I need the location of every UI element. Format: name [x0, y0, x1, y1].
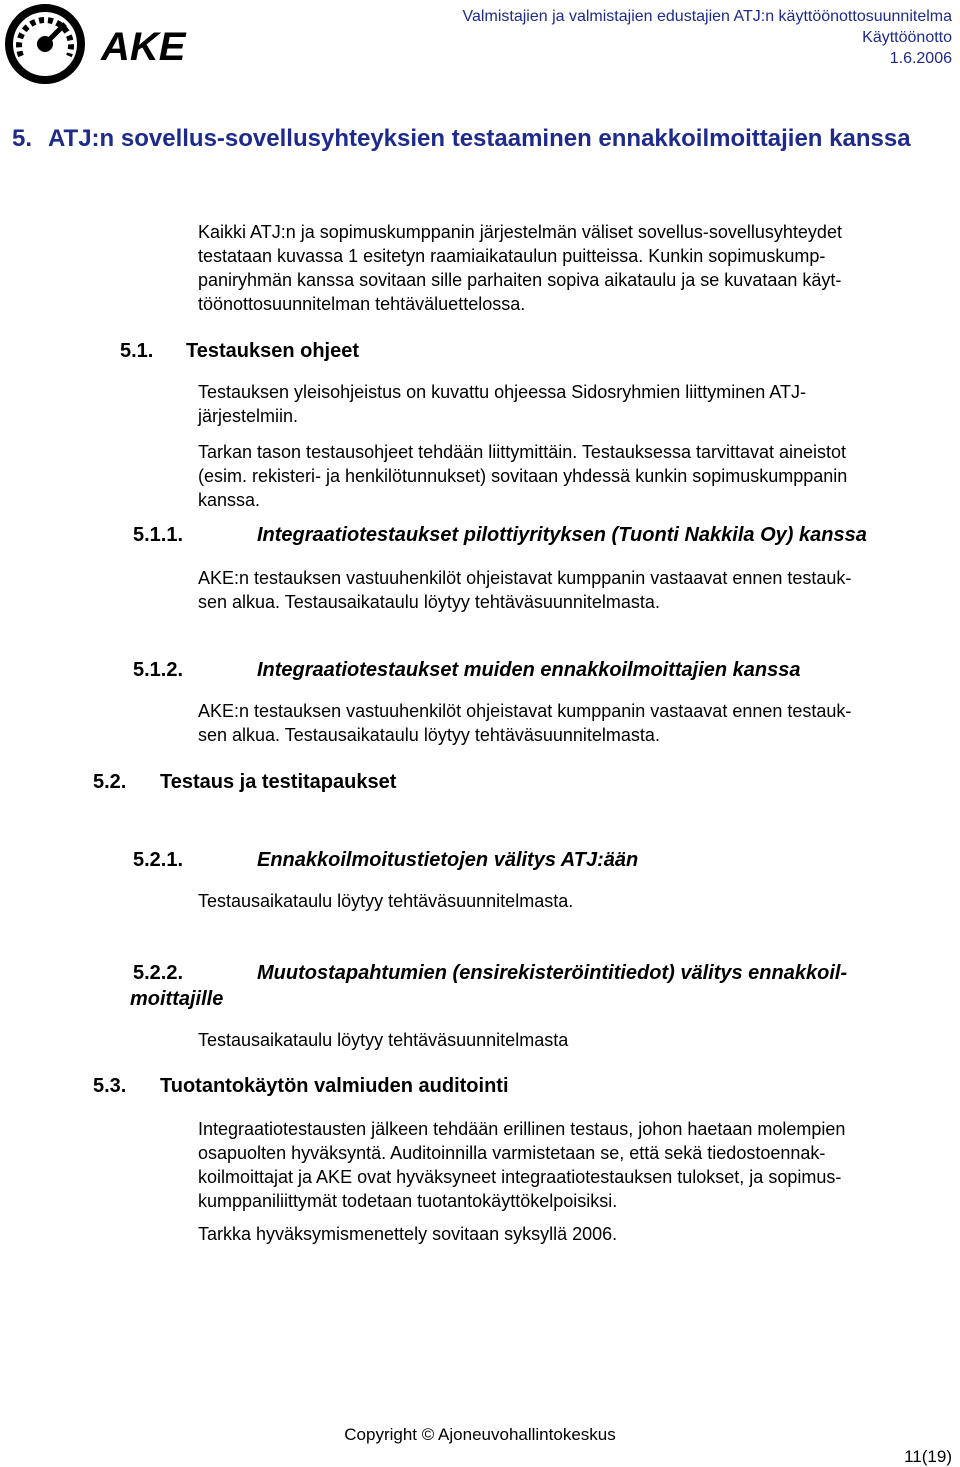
text-line: töönottosuunnitelman tehtäväluettelossa. [198, 294, 526, 314]
text-line: sen alkua. Testausaikataulu löytyy tehtäväsuunnitelmasta. [198, 725, 660, 745]
section-5-2-1-para: Testausaikataulu löytyy tehtäväsuunnitelmasta. [198, 891, 574, 911]
text-line: AKE:n testauksen vastuuhenkilöt ohjeistavat kumppanin vastaavat ennen testauk- [198, 568, 852, 588]
section-5-3-para-2: Tarkka hyväksymismenettely sovitaan syksyllä 2006. [198, 1224, 618, 1244]
text-line: kumppaniliittymät todetaan tuotantokäyttökelpoisiksi. [198, 1191, 618, 1211]
section-5-1-2-title: Integraatiotestaukset muiden ennakkoilmoittajien kanssa [257, 659, 801, 681]
section-5-1-number: 5.1. [120, 340, 154, 362]
text-line: Integraatiotestausten jälkeen tehdään erillinen testaus, johon haetaan molempien [198, 1119, 846, 1139]
section-title: ATJ:n sovellus-sovellusyhteyksien testaaminen ennakkoilmoittajien kanssa [48, 125, 911, 152]
footer-copyright: Copyright © Ajoneuvohallintokeskus [344, 1425, 616, 1444]
text-line: testataan kuvassa 1 esitetyn raamiaikataulun puitteissa. Kunkin sopimuskump- [198, 246, 826, 266]
page-number: 11(19) [904, 1447, 952, 1466]
text-line: (esim. rekisteri- ja henkilötunnukset) sovitaan yhdessä kunkin sopimuskumppanin [198, 466, 848, 486]
section-5-1-1-number: 5.1.1. [133, 524, 184, 546]
section-5-2-2-title-line-1: Muutostapahtumien (ensirekisteröintitiedot) välitys ennakkoil- [257, 962, 848, 984]
text-line: Kaikki ATJ:n ja sopimuskumppanin järjestelmän väliset sovellus-sovellusyhteydet [198, 222, 842, 242]
section-5-heading [12, 124, 932, 154]
text-line: AKE:n testauksen vastuuhenkilöt ohjeistavat kumppanin vastaavat ennen testauk- [198, 701, 852, 721]
section-5-intro [198, 220, 950, 316]
section-5-2-title: Testaus ja testitapaukset [160, 771, 397, 793]
section-5-1-title: Testauksen ohjeet [186, 340, 360, 362]
logo-text: AKE [101, 25, 186, 69]
text-line: järjestelmiin. [198, 406, 299, 426]
section-5-1-para-2 [198, 440, 950, 512]
section-5-2-2-para: Testausaikataulu löytyy tehtäväsuunnitelmasta [198, 1030, 569, 1050]
doc-title: Valmistajien ja valmistajien edustajien ATJ:n käyttöönottosuunnitelma [462, 8, 952, 25]
section-5-1-para-1 [198, 380, 950, 428]
section-number: 5. [12, 125, 33, 152]
section-5-3-title: Tuotantokäytön valmiuden auditointi [160, 1075, 509, 1097]
section-5-3-number: 5.3. [93, 1075, 127, 1097]
section-5-2-2-number: 5.2.2. [133, 962, 184, 984]
doc-date: 1.6.2006 [889, 50, 952, 67]
section-5-2-number: 5.2. [93, 771, 127, 793]
section-5-1-1-title: Integraatiotestaukset pilottiyrityksen (Tuonti Nakkila Oy) kanssa [257, 524, 867, 546]
text-line: osapuolten hyväksyntä. Auditoinnilla varmistetaan se, että sekä tiedostoennak- [198, 1143, 826, 1163]
text-line: paniryhmän kanssa sovitaan sille parhaiten sopiva aikataulu ja se kuvataan käyt- [198, 270, 842, 290]
doc-subtitle: Käyttöönotto [862, 29, 952, 46]
section-5-2-1-number: 5.2.1. [133, 849, 184, 871]
section-5-2-1-title: Ennakkoilmoitustietojen välitys ATJ:ään [257, 849, 639, 871]
ake-logo-icon [5, 2, 220, 88]
text-line: koilmoittajat ja AKE ovat hyväksyneet integraatiotestauksen tulokset, ja sopimus- [198, 1167, 842, 1187]
section-5-1-1-para [198, 566, 950, 614]
text-line: Testauksen yleisohjeistus on kuvattu ohjeessa Sidosryhmien liittyminen ATJ- [198, 382, 806, 402]
section-5-1-2-para [198, 699, 950, 747]
text-line: Tarkan tason testausohjeet tehdään liittymittäin. Testauksessa tarvittavat aineistot [198, 442, 847, 462]
section-5-2-2-title-line-2: moittajille [130, 988, 224, 1010]
ake-logo [5, 2, 220, 88]
section-5-1-2-number: 5.1.2. [133, 659, 184, 681]
text-line: kanssa. [198, 490, 261, 510]
section-5-3-para-1 [198, 1117, 950, 1213]
text-line: sen alkua. Testausaikataulu löytyy tehtäväsuunnitelmasta. [198, 592, 660, 612]
